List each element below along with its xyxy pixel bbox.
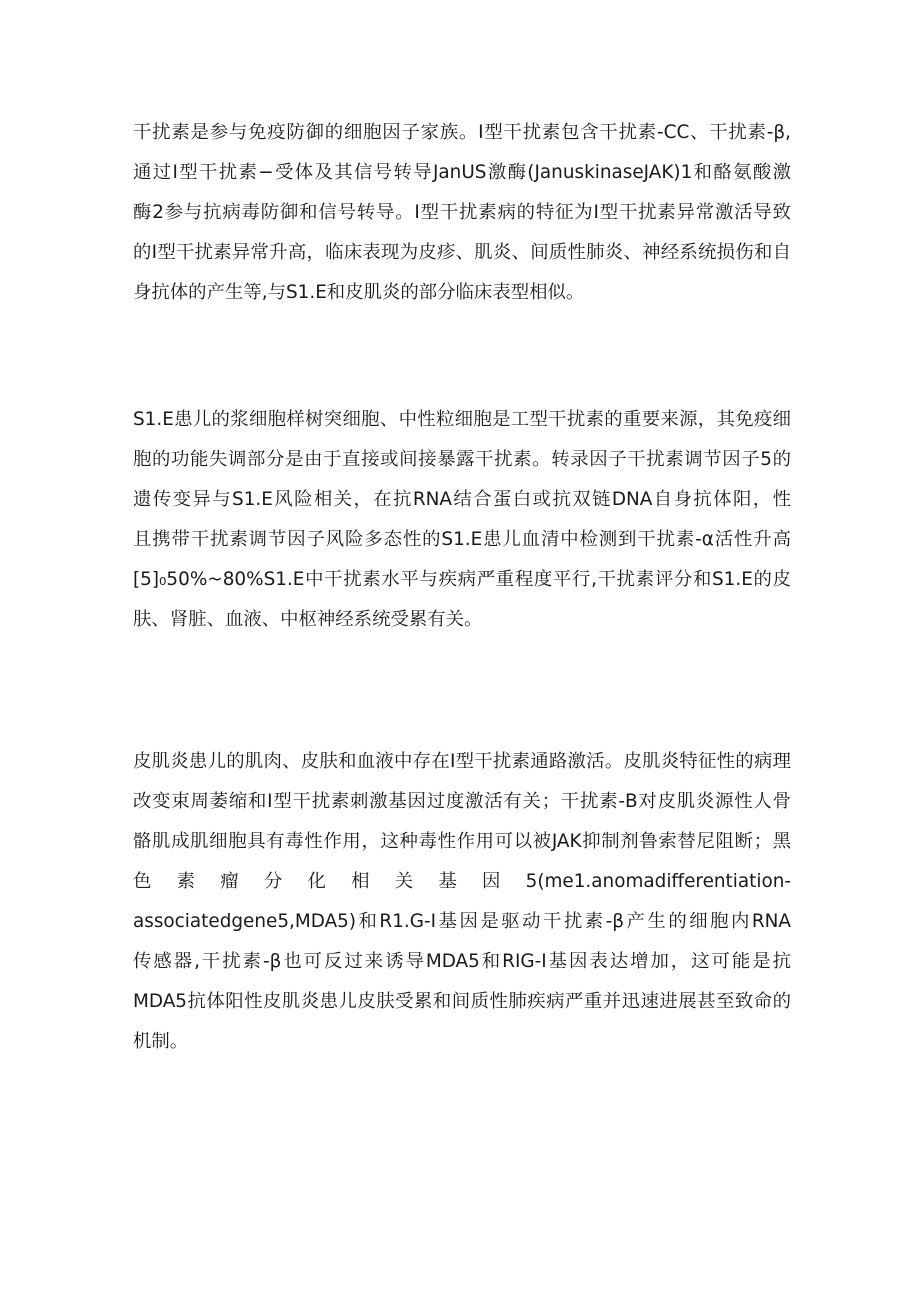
text-line: 遗传变异与S1.E风险相关，在抗RNA结合蛋白或抗双链DNA自身抗体阳，性 (133, 489, 791, 510)
text-line: 通过I型干扰素−受体及其信号转导JanUS激酶(JanuskinaseJAK)1和酪氨酸激 (133, 162, 791, 183)
text-line: 机制。 (133, 1031, 189, 1052)
text-line: 色 素 瘤 分 化 相 关 基 因 5(me1.anomadifferentiation- (133, 871, 791, 892)
text-line: MDA5抗体阳性皮肌炎患儿皮肤受累和间质性肺疾病严重并迅速进展甚至致命的 (133, 991, 791, 1012)
text-line: 皮肌炎患儿的肌肉、皮肤和血液中存在I型干扰素通路激活。皮肌炎特征性的病理 (133, 751, 791, 772)
paragraph-dermatomyositis-interferon (133, 742, 791, 1062)
text-line: 胞的功能失调部分是由于直接或间接暴露干扰素。转录因子干扰素调节因子5的 (133, 449, 791, 470)
text-line: 干扰素是参与免疫防御的细胞因子家族。I型干扰素包含干扰素-CC、干扰素-β, (133, 122, 791, 143)
text-line: 的I型干扰素异常升高，临床表现为皮疹、肌炎、间质性肺炎、神经系统损伤和自 (133, 242, 791, 263)
paragraph-sle-interferon (133, 400, 791, 640)
text-line: S1.E患儿的浆细胞样树突细胞、中性粒细胞是工型干扰素的重要来源，其免疫细 (133, 409, 791, 430)
text-line: 改变束周萎缩和I型干扰素刺激基因过度激活有关；干扰素-B对皮肌炎源性人骨 (133, 791, 791, 812)
text-line: 肤、肾脏、血液、中枢神经系统受累有关。 (133, 609, 483, 630)
text-line: 骼肌成肌细胞具有毒性作用，这种毒性作用可以被JAK抑制剂鲁索替尼阻断；黑 (133, 831, 791, 852)
paragraph-interferon-overview (133, 113, 791, 313)
text-line: 身抗体的产生等,与S1.E和皮肌炎的部分临床表型相似。 (133, 282, 585, 303)
text-line: 酶2参与抗病毒防御和信号转导。I型干扰素病的特征为I型干扰素异常激活导致 (133, 202, 791, 223)
text-line: 且携带干扰素调节因子风险多态性的S1.E患儿血清中检测到干扰素-α活性升高 (133, 529, 791, 550)
text-line: [5]₀50%~80%S1.E中干扰素水平与疾病严重程度平行,干扰素评分和S1.E的皮 (133, 569, 791, 590)
text-line: associatedgene5,MDA5)和R1.G-I基因是驱动干扰素-β产生的细胞内RNA (133, 911, 791, 932)
text-line: 传感器,干扰素-β也可反过来诱导MDA5和RIG-I基因表达增加，这可能是抗 (133, 951, 791, 972)
